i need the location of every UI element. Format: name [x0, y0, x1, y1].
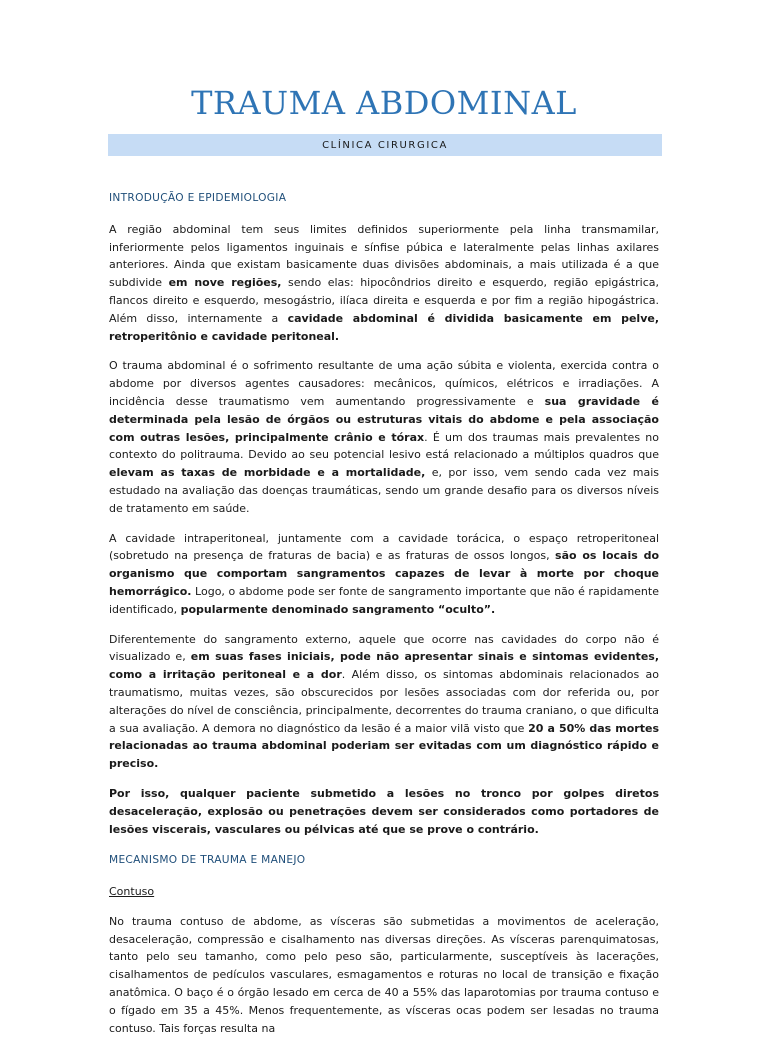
subtitle-band	[108, 134, 662, 156]
bold-text-run: popularmente denominado sangramento “oculto”.	[180, 602, 496, 616]
text-run: A cavidade intraperitoneal, juntamente com a cavidade torácica, o espaço retroperitoneal (sobretudo na presença de fraturas de bacia) e as fraturas de ossos longos,	[109, 531, 659, 563]
bold-text-run: cavidade abdominal é dividida basicamente em pelve, retroperitônio e cavidade peritoneal.	[109, 311, 659, 343]
text-run: e, por isso, vem sendo cada vez mais estudado na avaliação das doenças traumáticas, sendo um grande desafio para os diversos níveis de tratamento em saúde.	[109, 466, 660, 515]
bold-text-run: Por isso, qualquer paciente submetido a lesões no tronco por golpes diretos desaceleração, explosão ou penetrações devem ser considerados como portadores de lesões viscerais, vasculares ou pélvicas até que se prove o contrário.	[109, 786, 659, 836]
text-run: Diferentemente do sangramento externo, aquele que ocorre nas cavidades do corpo não é visualizado e,	[109, 632, 659, 664]
bold-text-run: 20 a 50% das mortes relacionadas ao trauma abdominal poderiam ser evitadas com um diagnóstico rápido e preciso.	[109, 721, 659, 771]
text-run: No trauma contuso de abdome, as vísceras são submetidas a movimentos de aceleração, desaceleração, compressão e cisalhamento nas diversas direções. As vísceras parenquimatosas, tanto pelo seu tamanho, como pelo peso são, particularmente, susceptíveis às lacerações, cisalhamentos de pedículos vasculares, esmagamentos e roturas no local de transição e fixação anatômica. O baço é o órgão lesado em cerca de 40 a 55% das laparotomias por trauma contuso e o fígado em 35 a 45%. Menos frequentemente, as vísceras ocas podem ser lesadas no trauma contuso. Tais forças resulta na	[109, 914, 659, 1035]
paragraph	[109, 785, 659, 838]
document-title: TRAUMA ABDOMINAL	[191, 84, 577, 122]
text-run: Logo, o abdome pode ser fonte de sangramento importante que não é rapidamente identificado,	[109, 584, 659, 616]
bold-text-run: em nove regiões,	[168, 276, 282, 290]
bold-text-run: em suas fases iniciais, pode não apresentar sinais e sintomas evidentes, como a irritação peritoneal e a dor	[109, 650, 660, 682]
bold-text-run: sua gravidade é determinada pela lesão de órgãos ou estruturas vitais do abdome e pela associação com outras lesões, principalmente crânio e tórax	[109, 394, 659, 444]
paragraph	[109, 221, 659, 346]
paragraph	[109, 631, 659, 773]
bold-text-run: elevam as taxas de morbidade e a mortalidade,	[109, 466, 426, 480]
paragraph	[109, 357, 659, 517]
text-run: . É um dos traumas mais prevalentes no contexto do politrauma. Devido ao seu potencial lesivo está relacionado a múltiplos quadros que	[109, 430, 659, 462]
text-run: sendo elas: hipocôndrios direito e esquerdo, região epigástrica, flancos direito e esquerdo, mesogástrio, ilíaca direita e esquerda e por fim a região hipogástrica. Além disso, internamente a	[109, 276, 660, 325]
subtitle-text: CLÍNICA CIRURGICA	[322, 139, 448, 151]
section-heading-mecanismo: MECANISMO DE TRAUMA E MANEJO	[109, 854, 306, 867]
document-body	[109, 190, 659, 1049]
text-run: A região abdominal tem seus limites definidos superiormente pela linha transmamilar, inferiormente pelos ligamentos inguinais e sínfise púbica e lateralmente pelas linhas axilares anteriores. Ainda que existam basicamente duas divisões abdominais, a mais utilizada é a que subdivide	[109, 222, 659, 290]
subsection-heading-contuso: Contuso	[109, 885, 155, 899]
text-run: O trauma abdominal é o sofrimento resultante de uma ação súbita e violenta, exercida contra o abdome por diversos agentes causadores: mecânicos, químicos, elétricos e irradiações. A incidência desse traumatismo vem aumentando progressivamente e	[109, 359, 659, 408]
section-heading-introducao: INTRODUÇÃO E EPIDEMIOLOGIA	[109, 192, 287, 204]
bold-text-run: são os locais do organismo que comportam sangramentos capazes de levar à morte por choque hemorrágico.	[109, 549, 659, 598]
paragraph	[109, 913, 659, 1038]
paragraph	[109, 530, 659, 619]
text-run: . Além disso, os sintomas abdominais relacionados ao traumatismo, muitas vezes, são obscurecidos por lesões associadas com dor referida ou, por alterações do nível de consciência, principalmente, decorrentes do trauma craniano, o que dificulta a sua avaliação. A demora no diagnóstico da lesão é a maior vilã visto que	[109, 668, 659, 735]
